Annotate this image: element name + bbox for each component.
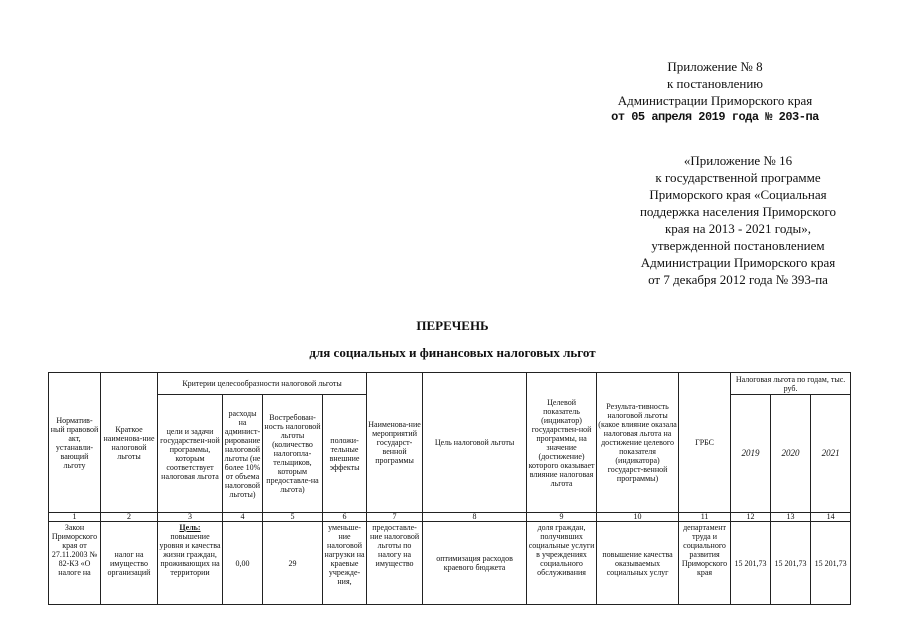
appendix-16-line: Приморского края «Социальная (649, 187, 827, 202)
header-year-2020: 2020 (771, 395, 811, 513)
cell-year-2020-value: 15 201,73 (771, 522, 811, 605)
header-goals: цели и задачи государствен-ной программы, которым соответствует налоговая льгота (158, 395, 223, 513)
cell-external-effects: уменьше-ние налоговой нагрузки на краевые учрежде-ния, (323, 522, 367, 605)
cell-program-activities: предоставле-ние налоговой льготы по налогу на имущество (367, 522, 423, 605)
appendix-16-line: к государственной программе (655, 170, 821, 185)
header-year-2021: 2021 (811, 395, 851, 513)
header-benefit-goal: Цель налоговой льготы (423, 373, 527, 513)
cell-benefit-goal: оптимизация расходов краевого бюджета (423, 522, 527, 605)
appendix-8-line: к постановлению (666, 76, 764, 91)
cell-grbs: департамент труда и социального развития Приморского края (679, 522, 731, 605)
header-demand: Востребован-ность налоговой льготы (количество налогопла-тельщиков, которым предоставле-на льгота) (263, 395, 323, 513)
column-number: 6 (323, 513, 367, 522)
column-number: 11 (679, 513, 731, 522)
appendix-16-header (598, 152, 878, 288)
cell-legal-act: Закон Приморского края от 27.11.2003 № 82-КЗ «О налоге на (49, 522, 101, 605)
cell-year-2021-value: 15 201,73 (811, 522, 851, 605)
cell-target-indicator: доля граждан, получивших социальные услуги в учреждениях социального обслуживания (527, 522, 597, 605)
appendix-16-line: от 7 декабря 2012 года № 393-па (648, 272, 828, 287)
appendix-16-line: Администрации Приморского края (640, 255, 836, 270)
column-number: 12 (731, 513, 771, 522)
table-row (49, 522, 851, 605)
tax-benefits-table (48, 372, 851, 605)
appendix-8-header (600, 58, 830, 126)
column-number: 1 (49, 513, 101, 522)
column-number: 14 (811, 513, 851, 522)
header-criteria: Критерии целесообразности налоговой льготы (158, 373, 367, 395)
appendix-16-line: «Приложение № 16 (683, 153, 793, 168)
goal-label: Цель: (179, 523, 201, 532)
column-number: 3 (158, 513, 223, 522)
appendix-8-line: Приложение № 8 (667, 59, 763, 74)
cell-admin-costs: 0,00 (223, 522, 263, 605)
header-external-effects: положи-тельные внешние эффекты (323, 395, 367, 513)
cell-effectiveness: повышение качества оказываемых социальных услуг (597, 522, 679, 605)
header-target-indicator: Целевой показатель (индикатор) государствен-ной программы, на значение (достижение) которого оказывает влияние налоговая льгота (527, 373, 597, 513)
column-number: 9 (527, 513, 597, 522)
header-program-activities: Наименова-ние мероприятий государст-венной программы (367, 373, 423, 513)
header-grbs: ГРБС (679, 373, 731, 513)
column-number: 8 (423, 513, 527, 522)
column-number: 5 (263, 513, 323, 522)
appendix-16-line: поддержка населения Приморского (639, 204, 837, 219)
cell-demand: 29 (263, 522, 323, 605)
cell-benefit-name: налог на имущество организаций (101, 522, 158, 605)
column-number: 13 (771, 513, 811, 522)
column-number: 4 (223, 513, 263, 522)
column-number: 10 (597, 513, 679, 522)
document-title: ПЕРЕЧЕНЬ (416, 318, 489, 333)
column-number: 2 (101, 513, 158, 522)
cell-year-2019-value: 15 201,73 (731, 522, 771, 605)
header-benefit-name: Краткое наименова-ние налоговой льготы (101, 373, 158, 513)
document-subtitle: для социальных и финансовых налоговых льгот (309, 345, 596, 360)
appendix-8-line: Администрации Приморского края (617, 93, 813, 108)
appendix-16-line: края на 2013 - 2021 годы», (664, 221, 812, 236)
header-legal-act: Норматив-ный правовой акт, устанавли-вающий льготу (49, 373, 101, 513)
cell-goals (158, 522, 223, 605)
appendix-16-line: утвержденной постановлением (651, 238, 825, 253)
column-number-row (49, 513, 851, 522)
header-years-group: Налоговая льгота по годам, тыс. руб. (731, 373, 851, 395)
column-number: 7 (367, 513, 423, 522)
goal-text: повышение уровня и качества жизни граждан, проживающих на территории (159, 532, 221, 577)
appendix-8-date-stamp: от 05 апреля 2019 года № 203-па (611, 110, 819, 124)
header-admin-costs: расходы на админист-рирование налоговой льготы (не более 10% от объема налоговой льготы) (223, 395, 263, 513)
header-effectiveness: Результа-тивность налоговой льготы (какое влияние оказала налоговая льгота на достижение целевого показателя (индикатора) государст-венной программы) (597, 373, 679, 513)
header-year-2019: 2019 (731, 395, 771, 513)
